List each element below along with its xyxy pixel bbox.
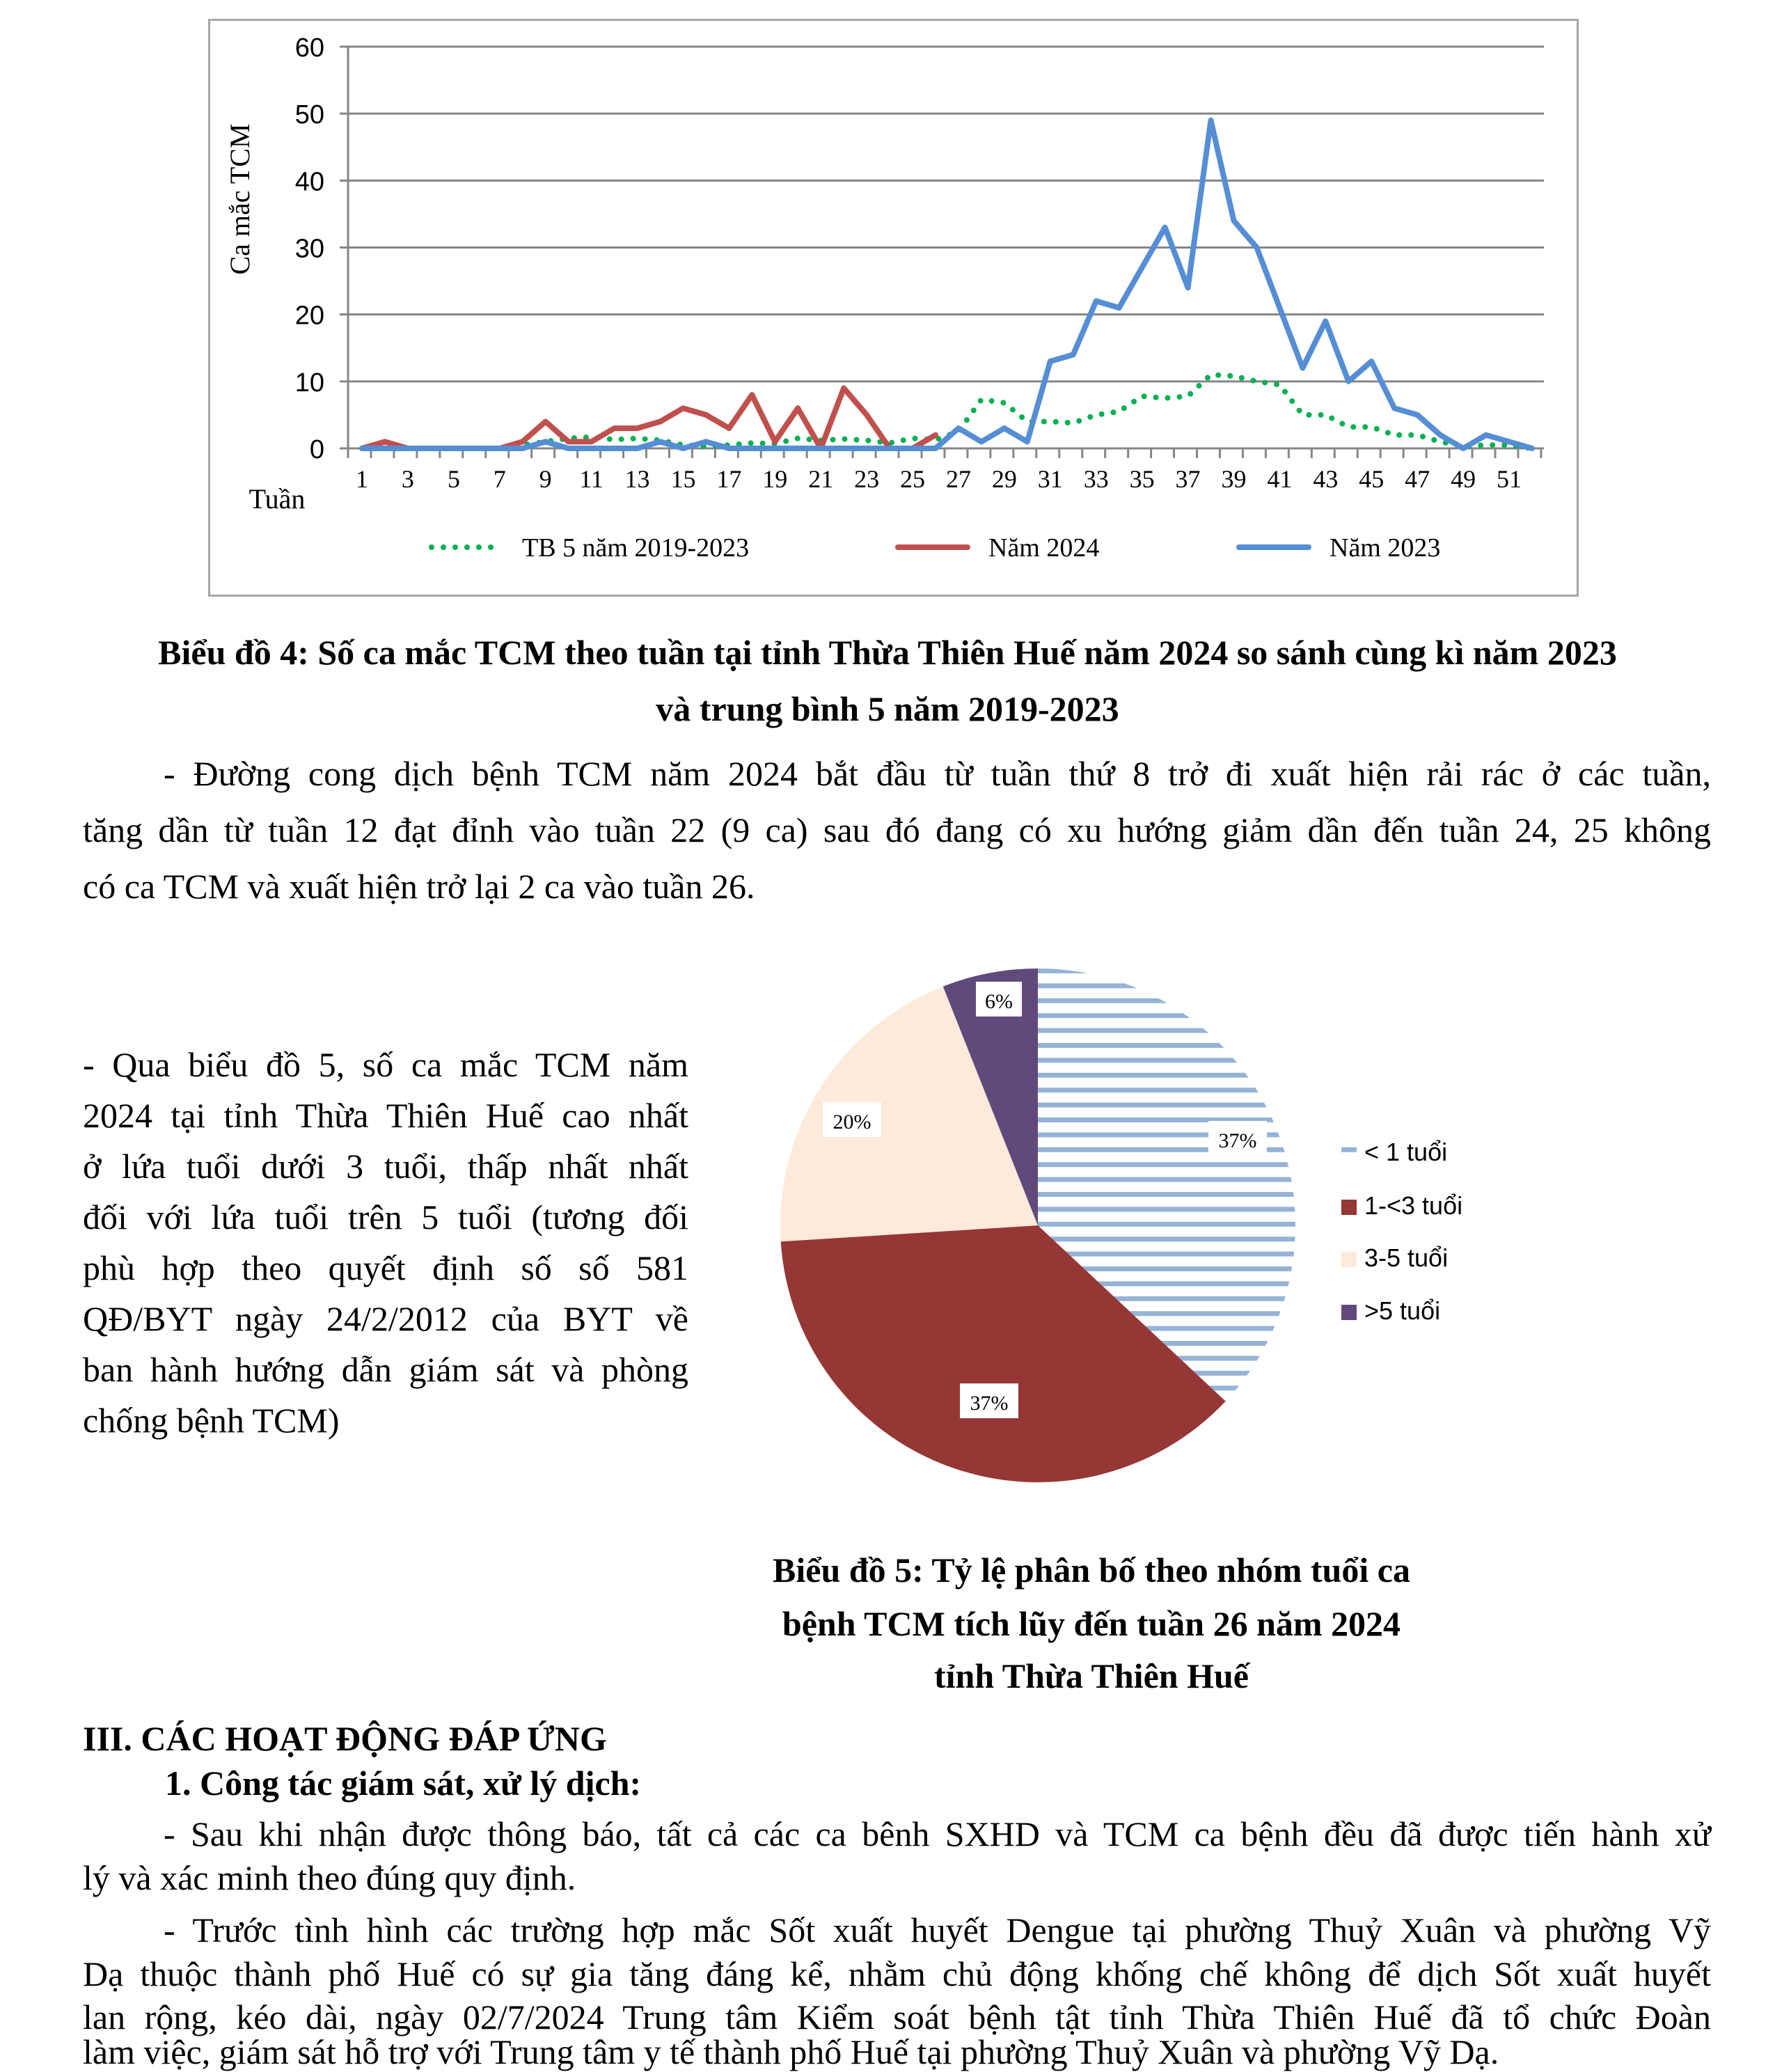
x-tick-label: 3 [401,465,414,493]
paragraph2-line: QĐ/BYT ngày 24/2/2012 của BYT về [83,1299,688,1338]
y-tick-label: 60 [294,33,324,63]
x-tick-label: 31 [1037,465,1063,493]
x-tick-label: 23 [854,465,880,493]
x-tick-label: 17 [716,465,742,493]
x-tick-label: 37 [1175,465,1201,493]
paragraph1-line: tăng dần từ tuần 12 đạt đỉnh vào tuần 22 (9 ca) sau đó đang có xu hướng giảm dần đến tuần 24, 25 không [83,810,1711,849]
legend-swatch [1341,1200,1357,1215]
paragraph2-line: ban hành hướng dẫn giám sát và phòng [83,1350,688,1389]
x-tick-label: 43 [1313,465,1339,493]
y-tick-label: 10 [294,368,324,398]
x-tick-label: 49 [1451,465,1476,493]
paragraph2-line: chống bệnh TCM) [83,1401,340,1440]
section-heading: III. CÁC HOẠT ĐỘNG ĐÁP ỨNG [83,1719,607,1758]
pie-data-label: 6% [985,990,1013,1013]
chart5-caption-line3: tỉnh Thừa Thiên Huế [934,1656,1249,1695]
section-para2-line: làm việc, giám sát hỗ trợ với Trung tâm y tế thành phố Huế tại phường Thuỷ Xuân và phường Vỹ Dạ. [83,2032,1499,2071]
x-axis-label: Tuần [248,483,306,515]
x-tick-label: 39 [1221,465,1247,493]
legend-label: >5 tuổi [1364,1296,1441,1325]
x-tick-label: 15 [670,465,696,493]
section-para1-line: - Sau khi nhận được thông báo, tất cả các ca bênh SXHD và TCM ca bệnh đều đã được tiến hành xử [164,1814,1711,1853]
legend-label: TB 5 năm 2019-2023 [522,533,750,563]
x-tick-label: 9 [539,465,552,493]
paragraph2-line: phù hợp theo quyết định số số 581 [83,1248,688,1287]
chart5-caption-line2: bệnh TCM tích lũy đến tuần 26 năm 2024 [782,1604,1401,1643]
section-subheading: 1. Công tác giám sát, xử lý dịch: [165,1764,642,1803]
section-para2-line: lan rộng, kéo dài, ngày 02/7/2024 Trung tâm Kiểm soát bệnh tật tỉnh Thừa Thiên Huế đã tổ chức Đoàn [83,1998,1711,2036]
chart4-caption-line1: Biểu đồ 4: Số ca mắc TCM theo tuần tại tỉnh Thừa Thiên Huế năm 2024 so sánh cùng kì năm 2023 [158,633,1617,672]
y-axis-label: Ca mắc TCM [224,123,255,275]
paragraph1-line: - Đường cong dịch bệnh TCM năm 2024 bắt đầu từ tuần thứ 8 trở đi xuất hiện rải rác ở các tuần, [164,754,1711,793]
section-para2-line: Dạ thuộc thành phố Huế có sự gia tăng đáng kể, nhằm chủ động khống chế không để dịch Sốt xuất huyết [83,1954,1711,1993]
section-para2-line: - Trước tình hình các trường hợp mắc Sốt xuất huyết Dengue tại phường Thuỷ Xuân và phường Vỹ [164,1910,1711,1949]
chart4-caption-line2: và trung bình 5 năm 2019-2023 [656,689,1119,728]
x-tick-label: 35 [1129,465,1155,493]
x-tick-label: 29 [991,465,1017,493]
section-para1-line: lý và xác minh theo đúng quy định. [83,1858,576,1897]
legend-label: Năm 2024 [988,533,1100,563]
paragraph2-line: đối với lứa tuổi trên 5 tuổi (tương đối [83,1198,688,1237]
pie-data-label: 37% [970,1392,1009,1415]
x-tick-label: 11 [579,465,604,493]
line-chart [208,19,1579,597]
x-tick-label: 5 [447,465,460,493]
pie-data-label: 20% [833,1110,871,1133]
series-line-1 [362,388,936,449]
pie-data-label: 37% [1218,1129,1257,1152]
legend-swatch [1341,1252,1357,1267]
x-tick-label: 7 [493,465,506,493]
x-tick-label: 27 [945,465,971,493]
series-line-2 [362,120,1532,448]
legend-swatch [1341,1305,1357,1320]
x-tick-label: 21 [808,465,834,493]
paragraph2-line: - Qua biểu đồ 5, số ca mắc TCM năm [83,1045,688,1084]
y-tick-label: 0 [309,435,324,464]
x-tick-label: 1 [356,465,368,493]
x-tick-label: 45 [1359,465,1384,493]
x-tick-label: 47 [1405,465,1430,493]
paragraph2-line: 2024 tại tỉnh Thừa Thiên Huế cao nhất [83,1096,688,1135]
legend-label: 3-5 tuổi [1364,1243,1449,1272]
paragraph2-line: ở lứa tuổi dưới 3 tuổi, thấp nhất nhất [83,1147,688,1186]
y-tick-label: 40 [294,167,324,197]
y-tick-label: 20 [294,301,324,331]
legend-label: < 1 tuổi [1364,1138,1448,1166]
y-tick-label: 50 [294,100,324,130]
x-tick-label: 33 [1083,465,1109,493]
paragraph1-line: có ca TCM và xuất hiện trở lại 2 ca vào tuần 26. [83,867,755,906]
legend-label: Năm 2023 [1330,533,1441,563]
y-tick-label: 30 [294,234,324,264]
x-tick-label: 41 [1267,465,1293,493]
x-tick-label: 25 [900,465,926,493]
chart5-caption-line1: Biểu đồ 5: Tỷ lệ phân bố theo nhóm tuổi ca [773,1551,1410,1590]
x-tick-label: 51 [1497,465,1522,493]
x-tick-label: 19 [762,465,788,493]
legend-swatch [1341,1146,1357,1161]
legend-label: 1-<3 tuổi [1364,1191,1463,1220]
x-tick-label: 13 [624,465,650,493]
pie-chart [766,954,1566,1504]
